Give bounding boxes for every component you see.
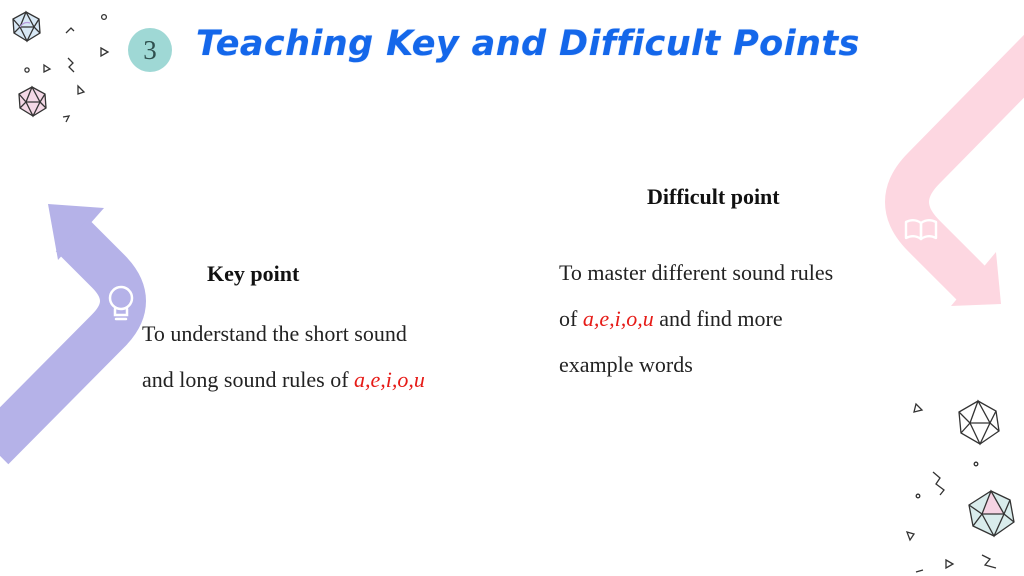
difficult-point-line-2-suffix: and find more bbox=[653, 306, 783, 331]
left-arrow-decoration bbox=[0, 204, 132, 448]
section-number-badge: 3 bbox=[128, 28, 172, 72]
key-point-line-1: To understand the short sound bbox=[142, 321, 407, 346]
triangle-decoration bbox=[914, 404, 922, 412]
triangle-decoration bbox=[101, 48, 108, 56]
difficult-point-line-3: example words bbox=[559, 352, 693, 377]
key-point-vowels: a,e,i,o,u bbox=[354, 367, 425, 392]
top-left-polyhedron-decorations bbox=[13, 12, 108, 122]
squiggle-decoration bbox=[916, 570, 923, 572]
key-point-text bbox=[142, 311, 425, 403]
difficult-point-heading: Difficult point bbox=[647, 184, 780, 209]
key-point-line-2-prefix: and long sound rules of bbox=[142, 367, 355, 392]
difficult-point-line-1: To master different sound rules bbox=[559, 260, 834, 285]
dot-decoration bbox=[102, 15, 107, 20]
right-arrow-decoration bbox=[906, 50, 1024, 306]
dot-decoration bbox=[25, 68, 29, 72]
slide-title: Teaching Key and Difficult Points bbox=[196, 24, 860, 64]
key-point-heading: Key point bbox=[207, 261, 300, 286]
triangle-decoration bbox=[44, 65, 50, 72]
squiggle-decoration bbox=[68, 58, 74, 72]
difficult-point-line-2-prefix: of bbox=[559, 306, 583, 331]
polyhedron-icon bbox=[959, 401, 999, 444]
difficult-point-text bbox=[559, 250, 833, 388]
polyhedron-icon bbox=[13, 12, 40, 41]
dot-decoration bbox=[916, 494, 920, 498]
squiggle-decoration bbox=[63, 116, 69, 122]
difficult-point-vowels: a,e,i,o,u bbox=[582, 306, 654, 331]
squiggle-decoration bbox=[66, 28, 74, 33]
squiggle-decoration bbox=[982, 555, 996, 568]
right-arrow-body bbox=[907, 50, 1024, 286]
dot-decoration bbox=[974, 462, 978, 466]
triangle-decoration bbox=[78, 86, 84, 94]
bottom-right-polyhedron-decorations bbox=[907, 401, 1014, 572]
triangle-decoration bbox=[946, 560, 953, 568]
left-arrow-body bbox=[0, 235, 123, 448]
polyhedron-icon bbox=[19, 87, 46, 116]
squiggle-decoration bbox=[933, 472, 944, 495]
triangle-decoration bbox=[907, 532, 914, 540]
polyhedron-icon bbox=[969, 491, 1014, 536]
